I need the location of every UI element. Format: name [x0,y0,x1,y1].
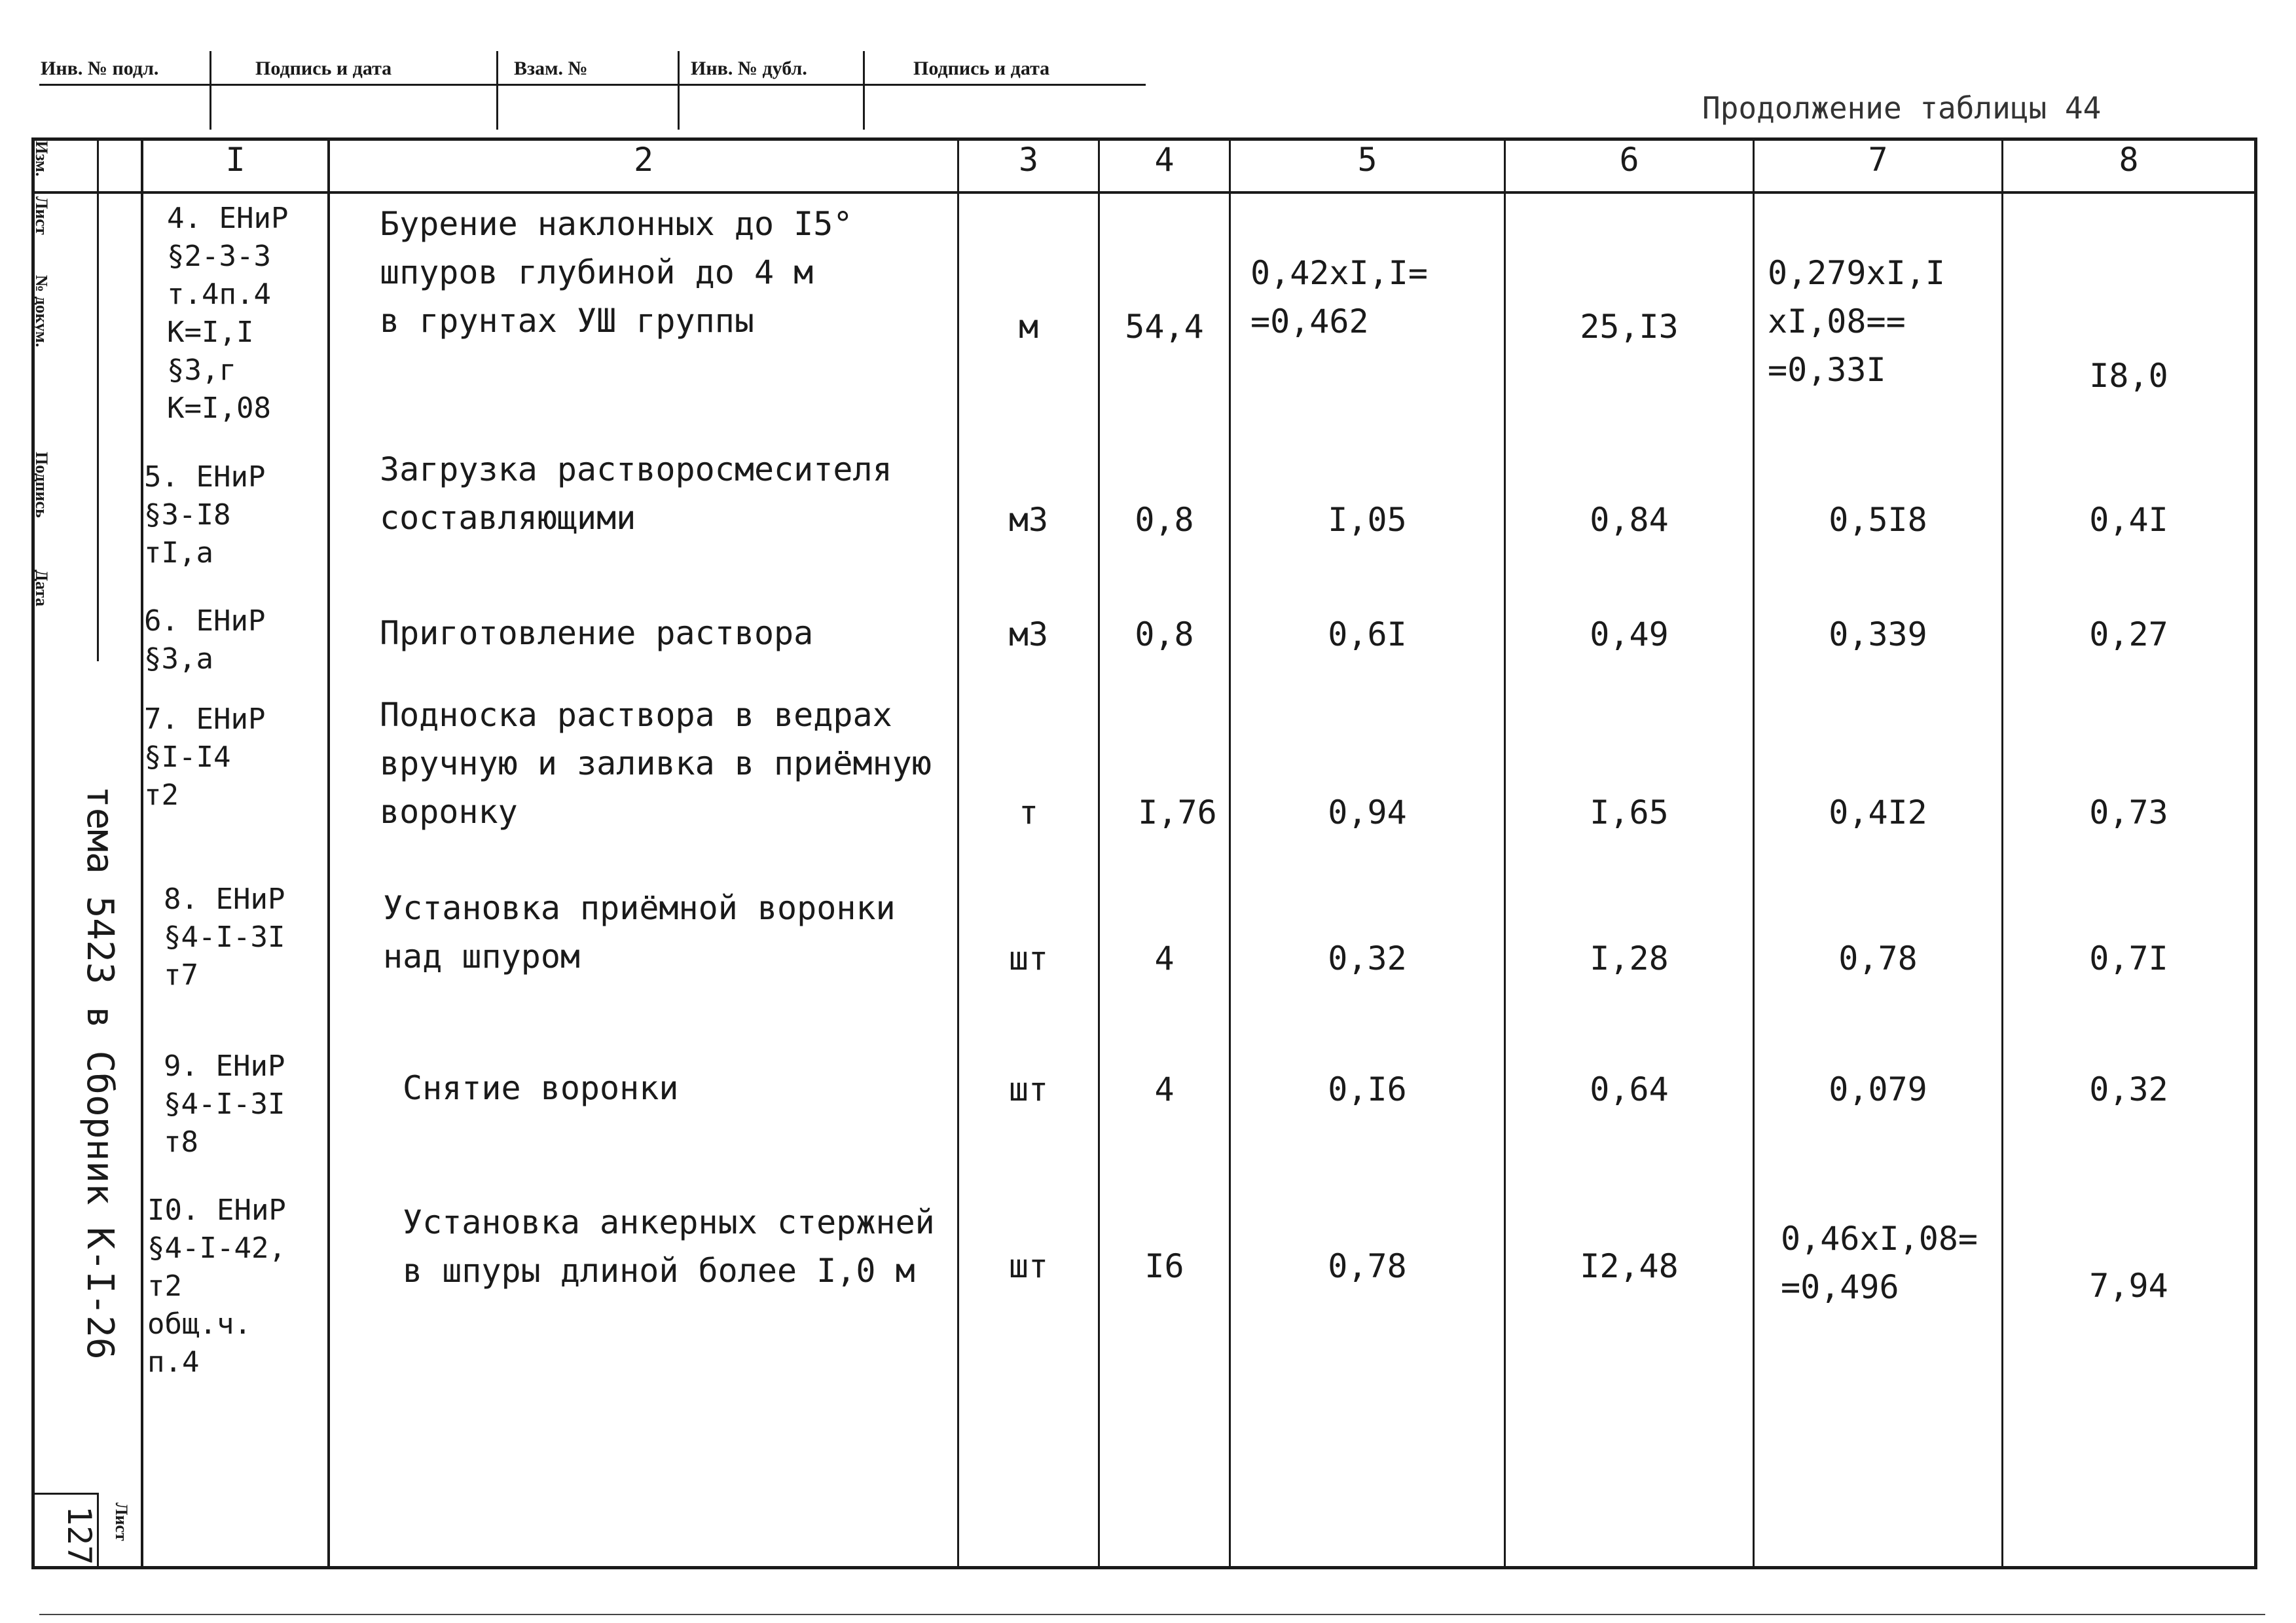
sheet-label: Лист [112,1503,131,1541]
value-col7: 0,079 [1829,1070,1927,1108]
work-description: Установка приёмной воронки над шпуром [383,889,896,976]
value-col6: I,28 [1590,939,1669,977]
work-description: Загрузка растворосмесителя составляющими [380,450,892,537]
unit-cell: шт [1008,1070,1049,1108]
column-header-6: 6 [1619,141,1639,179]
value-col8: I8,0 [2089,357,2168,395]
stamp-field-inv-original: Инв. № подл. [41,58,159,79]
stamp-field-signature-date-2: Подпись и дата [913,58,1050,79]
norm-reference: 6. ЕНиР §3,а [144,604,266,676]
column-header-7: 7 [1868,141,1888,179]
value-col6: 0,64 [1590,1070,1669,1108]
value-col6: 25,I3 [1580,308,1679,346]
quantity-cell: 4 [1154,939,1175,977]
value-col5: 0,I6 [1328,1070,1407,1108]
work-description: Снятие воронки [403,1069,679,1107]
column-header-8: 8 [2119,141,2139,179]
work-description: Подноска раствора в ведрах вручную и заливка в приёмную воронку [380,696,932,831]
norm-reference: 5. ЕНиР §3-I8 тI,а [144,460,266,570]
value-col8: 7,94 [2089,1267,2168,1305]
sheet-number: 127 [60,1506,98,1565]
unit-cell: м3 [1008,615,1049,653]
margin-label-document: № докум. [32,275,51,348]
unit-cell: м [1018,308,1039,346]
norm-reference: 4. ЕНиР §2-3-3 т.4п.4 К=I,I §3,г К=I,08 [167,202,289,425]
value-col7: 0,5I8 [1829,501,1927,539]
norm-reference: 7. ЕНиР §I-I4 т2 [144,702,266,812]
value-col7: 0,4I2 [1829,793,1927,831]
stamp-field-inv-duplicate: Инв. № дубл. [691,58,807,79]
value-col5: 0,42хI,I= =0,462 [1250,254,1428,340]
norm-reference: 8. ЕНиР §4-I-3I т7 [164,883,285,992]
value-col6: I2,48 [1580,1247,1679,1285]
continuation-caption: Продолжение таблицы 44 [1702,90,2102,126]
norm-reference: 9. ЕНиР §4-I-3I т8 [164,1049,285,1159]
unit-cell: т [1018,793,1039,831]
column-header-1: I [225,141,246,179]
value-col7: 0,339 [1829,615,1927,653]
value-col5: 0,6I [1328,615,1407,653]
work-description: Приготовление раствора [380,614,814,652]
column-header-2: 2 [633,141,654,179]
quantity-cell: 0,8 [1135,615,1194,653]
value-col6: I,65 [1590,793,1669,831]
value-col6: 0,84 [1590,501,1669,539]
quantity-cell: 0,8 [1135,501,1194,539]
margin-label-date: Дата [32,570,51,607]
value-col5: 0,94 [1328,793,1407,831]
value-col8: 0,7I [2089,939,2168,977]
value-col8: 0,4I [2089,501,2168,539]
value-col7: 0,46хI,08= =0,496 [1781,1220,1978,1306]
quantity-cell: I6 [1144,1247,1184,1285]
margin-label-change: Изм. [32,141,51,177]
value-col5: 0,32 [1328,939,1407,977]
margin-label-signature: Подпись [32,452,51,518]
quantity-cell: 4 [1154,1070,1175,1108]
value-col6: 0,49 [1590,615,1669,653]
column-header-4: 4 [1154,141,1175,179]
work-description: Установка анкерных стержней в шпуры длиной более I,0 м [403,1203,935,1290]
column-header-5: 5 [1357,141,1377,179]
norm-reference: I0. ЕНиР §4-I-42, т2 общ.ч. п.4 [147,1194,286,1379]
margin-label-sheet: Лист [32,196,51,235]
value-col5: 0,78 [1328,1247,1407,1285]
value-col8: 0,32 [2089,1070,2168,1108]
value-col7: 0,78 [1838,939,1918,977]
value-col5: I,05 [1328,501,1407,539]
unit-cell: шт [1008,939,1049,977]
quantity-cell: 54,4 [1125,308,1204,346]
unit-cell: м3 [1008,501,1049,539]
work-description: Бурение наклонных до I5° шпуров глубиной до 4 м в грунтах УШ группы [380,205,853,340]
stamp-field-signature-date: Подпись и дата [255,58,392,79]
value-col8: 0,73 [2089,793,2168,831]
column-header-3: 3 [1018,141,1039,179]
value-col8: 0,27 [2089,615,2168,653]
unit-cell: шт [1008,1247,1049,1285]
stamp-field-replaced: Взам. № [514,58,588,79]
quantity-cell: I,76 [1138,793,1217,831]
album-designation: тема 5423 в Сборник К-I-26 [79,786,121,1360]
value-col7: 0,279хI,I хI,08== =0,33I [1768,254,1945,389]
